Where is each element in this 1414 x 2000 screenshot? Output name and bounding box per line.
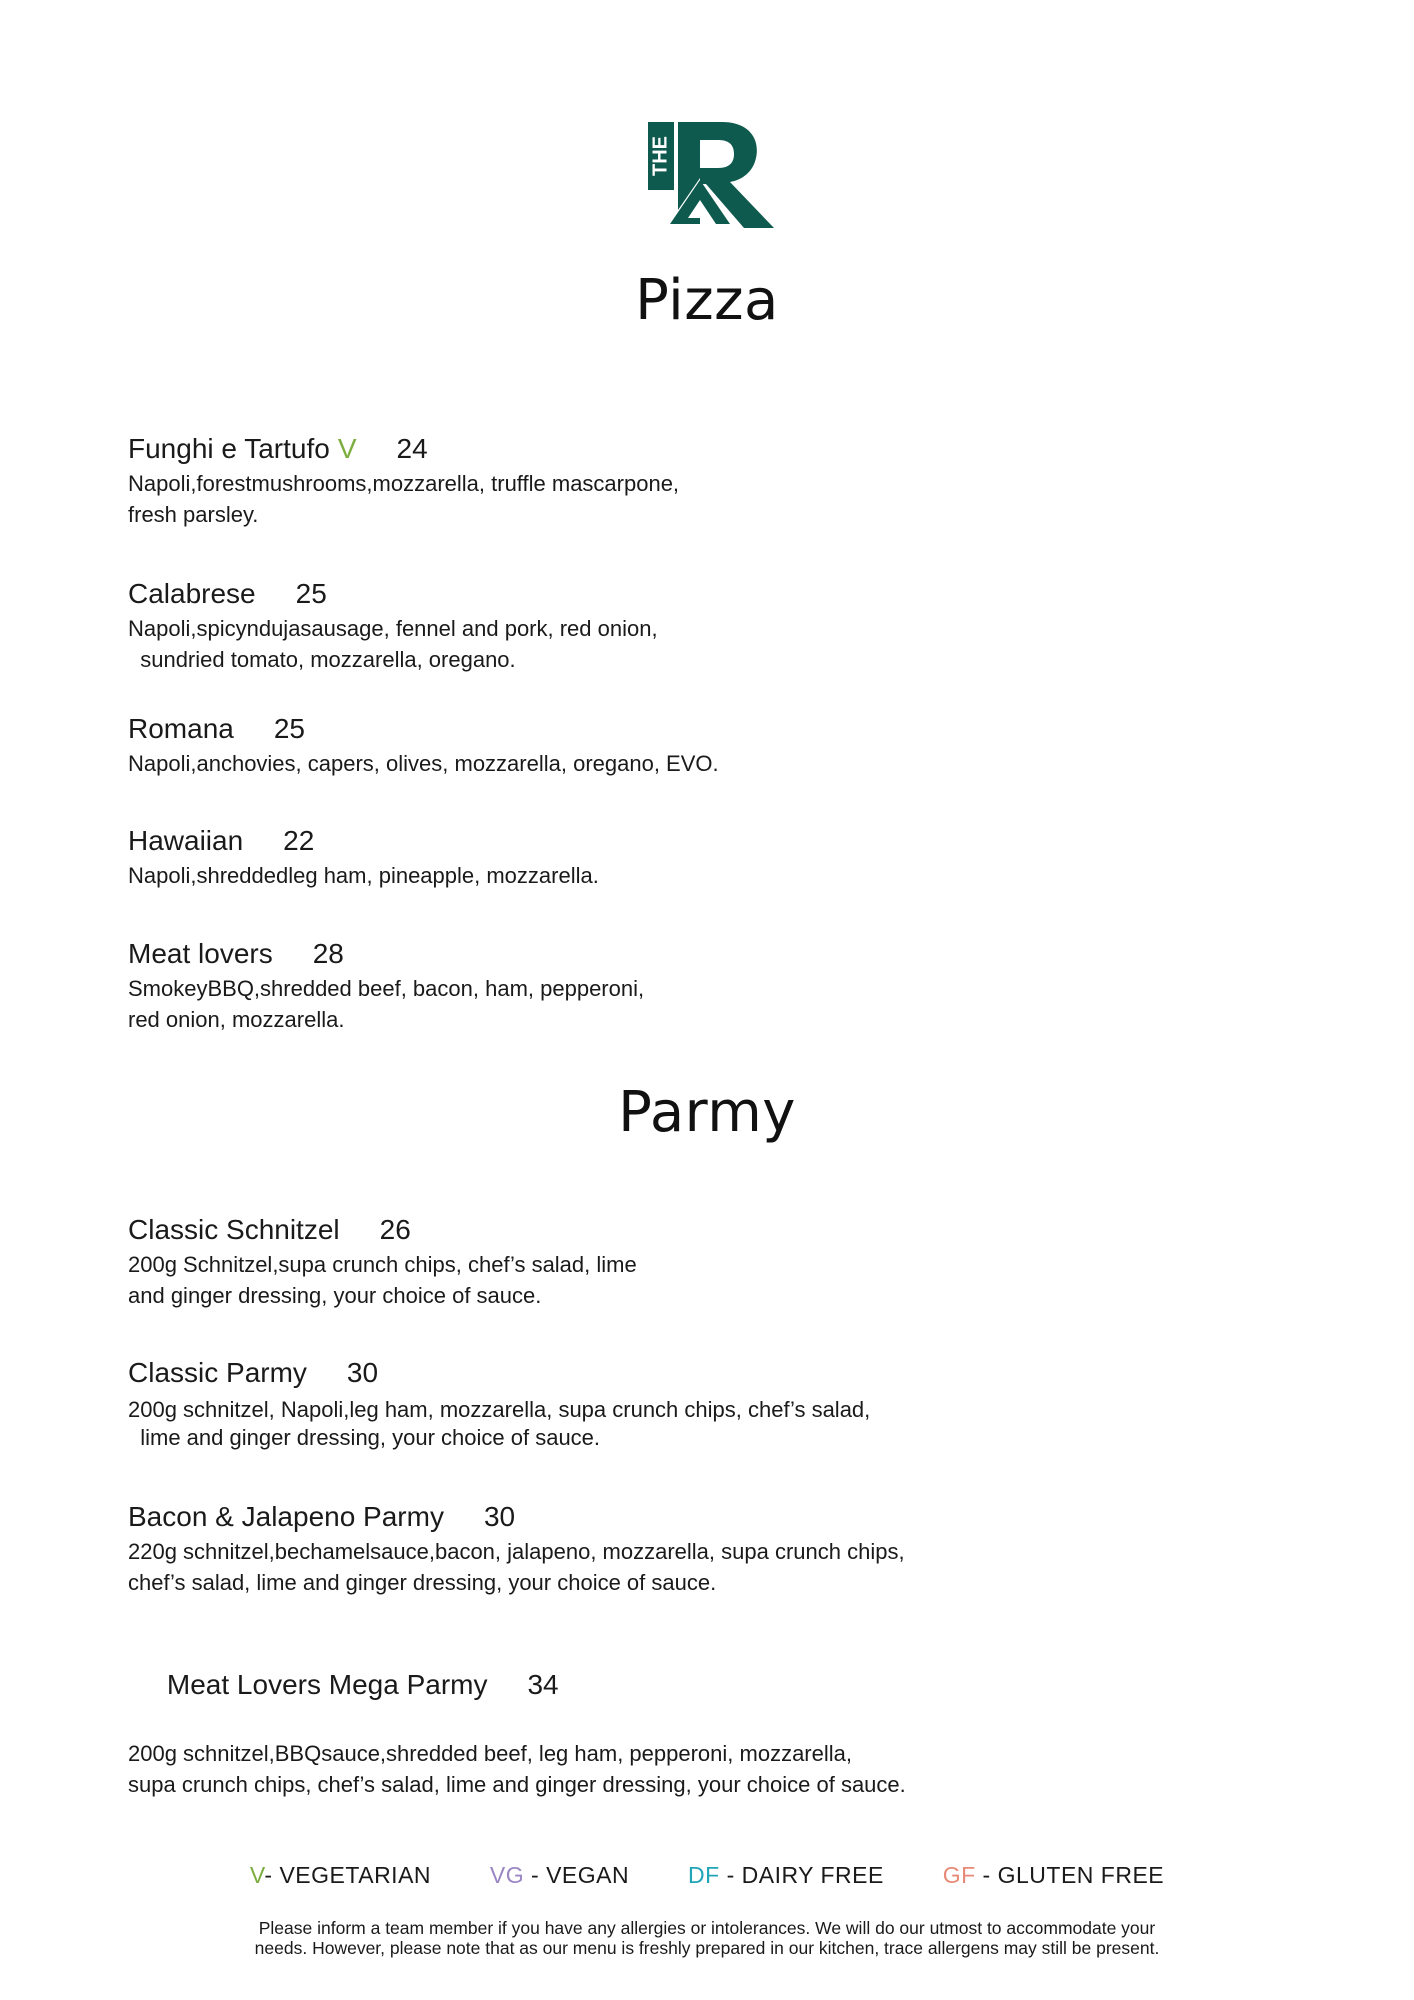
item-name: Meat lovers: [128, 938, 273, 969]
item-description: [128, 613, 1128, 675]
legend-dairy-free: [688, 1862, 884, 1889]
allergen-note-line: needs. However, please note that as our menu is freshly prepared in our kitchen, trace allergens may still be present.: [254, 1938, 1160, 1958]
item-name: Classic Schnitzel: [128, 1214, 340, 1245]
item-name: Hawaiian: [128, 825, 244, 856]
description-line: lime and ginger dressing, your choice of sauce.: [128, 1425, 601, 1450]
menu-item: [128, 1634, 1128, 1800]
description-line: Napoli,forestmushrooms,mozzarella, truffle mascarpone,: [128, 471, 680, 496]
item-name: Classic Parmy: [128, 1357, 307, 1388]
svg-text:THE: THE: [649, 136, 672, 176]
legend-code: V: [249, 1862, 265, 1888]
item-price: 28: [312, 938, 344, 969]
item-description: [128, 860, 1128, 891]
menu-item-header: [128, 1634, 1128, 1736]
item-description: [128, 1536, 1128, 1598]
description-line: Napoli,shreddedleg ham, pineapple, mozzarella.: [128, 863, 599, 888]
item-price: 25: [273, 713, 305, 744]
menu-item: [128, 1356, 1128, 1452]
allergen-note: [0, 1918, 1414, 1958]
description-line: supa crunch chips, chef’s salad, lime and ginger dressing, your choice of sauce.: [128, 1772, 906, 1797]
menu-item-header: [128, 937, 1128, 971]
description-line: sundried tomato, mozzarella, oregano.: [128, 647, 516, 672]
description-line: and ginger dressing, your choice of sauce.: [128, 1283, 542, 1308]
item-name: Romana: [128, 713, 234, 744]
item-price: 34: [527, 1669, 559, 1700]
menu-item: [128, 432, 1128, 530]
description-line: red onion, mozzarella.: [128, 1007, 345, 1032]
legend-code: GF: [942, 1862, 976, 1888]
description-line: 200g schnitzel, Napoli,leg ham, mozzarella, supa crunch chips, chef’s salad,: [128, 1397, 871, 1422]
description-line: 200g Schnitzel,supa crunch chips, chef’s salad, lime: [128, 1252, 637, 1277]
menu-item-header: [128, 1500, 1128, 1534]
description-line: 220g schnitzel,bechamelsauce,bacon, jalapeno, mozzarella, supa crunch chips,: [128, 1539, 905, 1564]
legend-code: VG: [489, 1862, 525, 1888]
legend-label: - VEGETARIAN: [264, 1862, 432, 1888]
item-price: 25: [295, 578, 327, 609]
menu-item: [128, 1500, 1128, 1598]
legend-label: - GLUTEN FREE: [975, 1862, 1165, 1888]
the-r-logo-icon: [648, 118, 776, 228]
item-price: 22: [283, 825, 315, 856]
legend-vegetarian: [250, 1862, 431, 1889]
description-line: Napoli,anchovies, capers, olives, mozzarella, oregano, EVO.: [128, 751, 719, 776]
description-line: 200g schnitzel,BBQsauce,shredded beef, leg ham, pepperoni, mozzarella,: [128, 1741, 852, 1766]
menu-item: [128, 577, 1128, 675]
diet-badge-vegetarian: V: [337, 433, 357, 464]
menu-item-header: [128, 824, 1128, 858]
menu-item: [128, 1213, 1128, 1311]
description-line: Napoli,spicyndujasausage, fennel and pork, red onion,: [128, 616, 658, 641]
item-price: 30: [346, 1357, 379, 1388]
legend-label: - VEGAN: [524, 1862, 630, 1888]
item-description: [128, 748, 1128, 779]
item-name: Funghi e Tartufo: [128, 433, 330, 464]
item-description: [128, 1738, 1128, 1800]
item-name: Bacon & Jalapeno Parmy: [128, 1501, 444, 1532]
section-title-pizza: Pizza: [635, 268, 779, 333]
menu-item-header: [128, 577, 1128, 611]
item-price: 24: [396, 433, 428, 464]
item-name: Calabrese: [128, 578, 256, 609]
description-line: chef’s salad, lime and ginger dressing, your choice of sauce.: [128, 1570, 717, 1595]
item-description: [128, 1396, 1128, 1452]
item-name: Meat Lovers Mega Parmy: [159, 1669, 488, 1700]
item-description: [128, 1249, 1128, 1311]
legend-label: - DAIRY FREE: [719, 1862, 884, 1888]
item-price: 26: [379, 1214, 411, 1245]
description-line: SmokeyBBQ,shredded beef, bacon, ham, pepperoni,: [128, 976, 645, 1001]
menu-item: [128, 824, 1128, 891]
description-line: fresh parsley.: [128, 502, 259, 527]
brand-logo: [648, 118, 776, 228]
menu-item: [128, 937, 1128, 1035]
menu-item-header: [128, 432, 1128, 466]
item-description: [128, 973, 1128, 1035]
item-price: 30: [483, 1501, 516, 1532]
menu-item-header: [128, 1356, 1128, 1390]
section-title-parmy: Parmy: [618, 1080, 796, 1145]
allergen-note-line: Please inform a team member if you have any allergies or intolerances. We will do our utmost to accommodate your: [258, 1918, 1156, 1938]
legend-gluten-free: [943, 1862, 1164, 1889]
legend-vegan: [490, 1862, 629, 1889]
dietary-legend: [0, 1862, 1414, 1889]
menu-item-header: [128, 712, 1128, 746]
legend-code: DF: [688, 1862, 720, 1888]
item-description: [128, 468, 1128, 530]
menu-item-header: [128, 1213, 1128, 1247]
menu-item: [128, 712, 1128, 779]
